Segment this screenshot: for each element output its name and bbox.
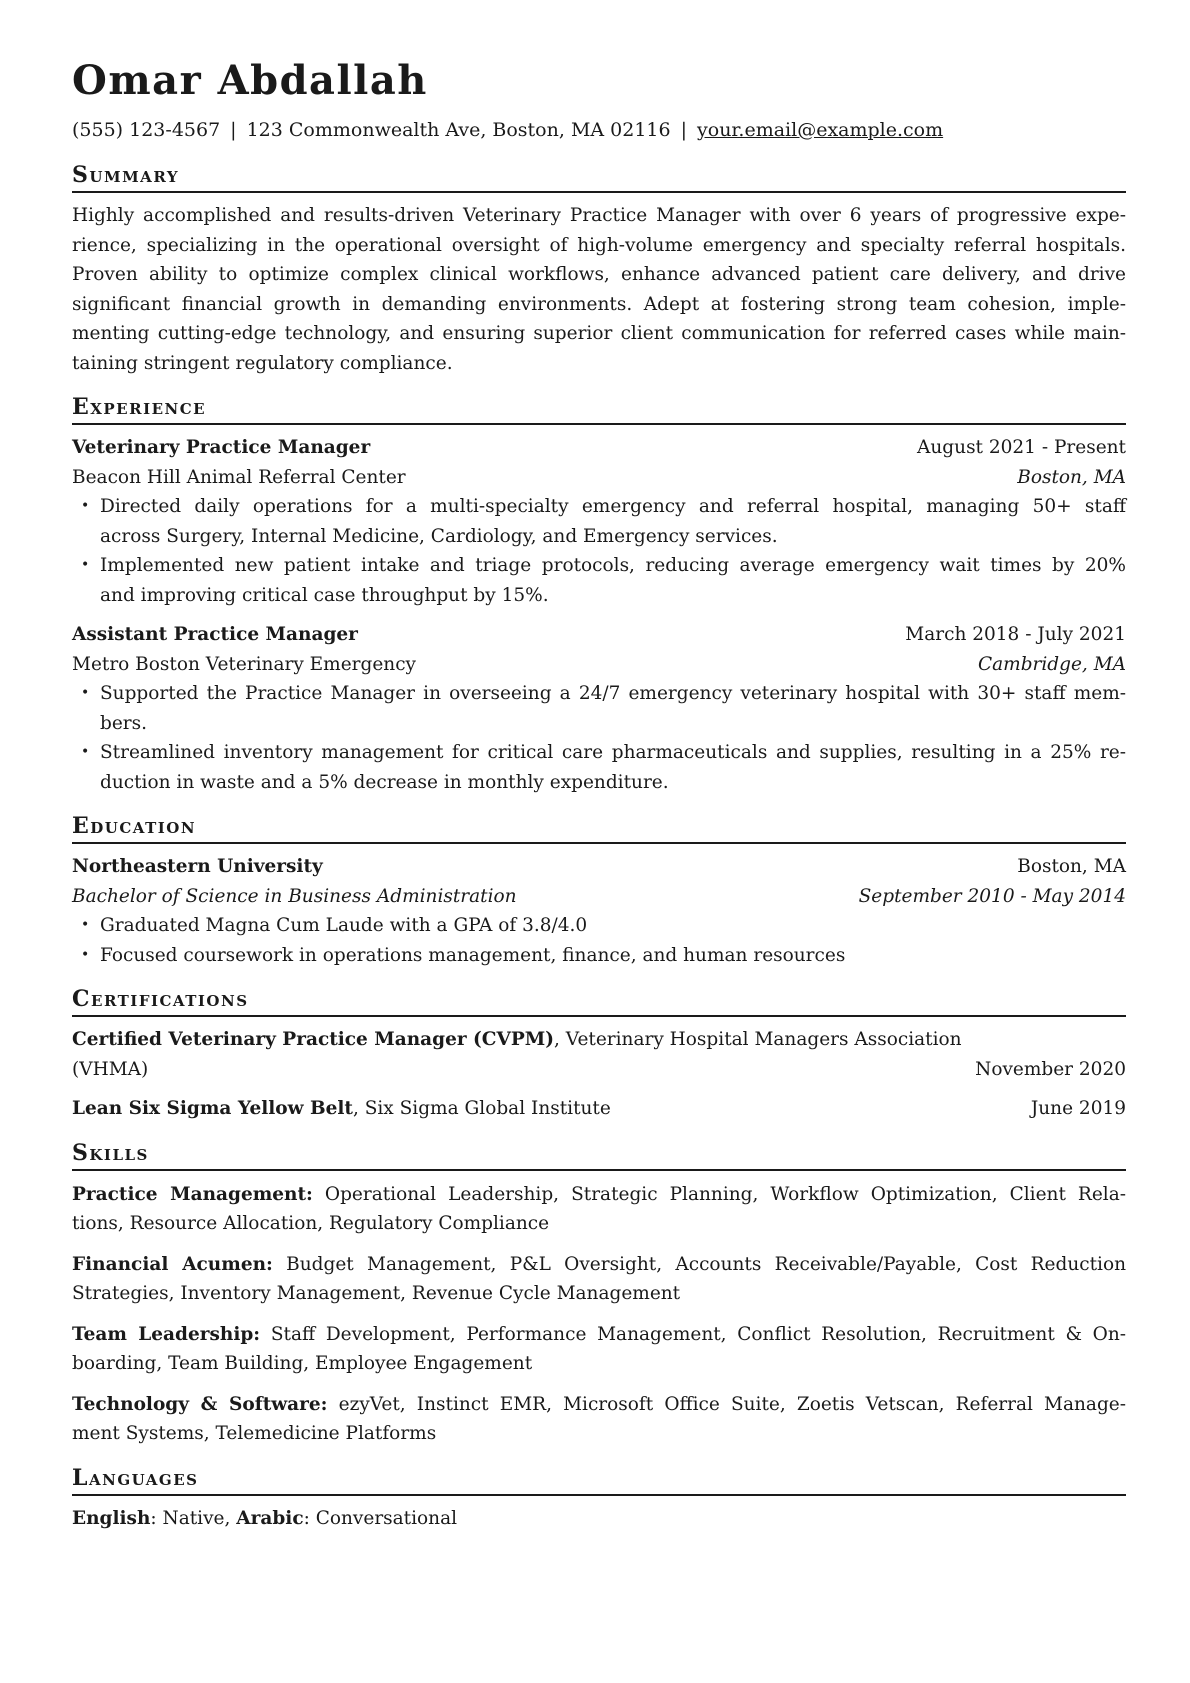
certification-entry xyxy=(72,1094,1126,1124)
bullet-icon: • xyxy=(81,685,90,701)
job-location: Cambridge, MA xyxy=(977,653,1126,675)
bullet-icon: • xyxy=(81,917,90,933)
summary-line: menting cutting-edge technology, and ensuring superior client communication for referred cases while main- xyxy=(72,323,1126,344)
list-item xyxy=(72,492,1126,551)
bullet-line: Directed daily operations for a multi-specialty emergency and referral hospital, managing 50+ staff xyxy=(100,496,1126,517)
summary-line: Proven ability to optimize complex clinical workflows, enhance advanced patient care delivery, and drive xyxy=(72,264,1126,285)
bullet-line: Implemented new patient intake and triage protocols, reducing average emergency wait times by 20% xyxy=(100,555,1126,576)
email-link[interactable]: your.email@example.com xyxy=(697,119,944,141)
language-level: : Conversational xyxy=(303,1507,458,1529)
certification-name: Lean Six Sigma Yellow Belt xyxy=(72,1098,353,1119)
list-item xyxy=(72,551,1126,610)
bullet-icon: • xyxy=(81,744,90,760)
skill-label: Financial Acumen: xyxy=(72,1253,273,1275)
section-title-languages: Languages xyxy=(72,1464,1126,1496)
address: 123 Commonwealth Ave, Boston, MA 02116 xyxy=(246,119,671,141)
skill-label: Practice Management: xyxy=(72,1183,313,1205)
bullet-line: across Surgery, Internal Medicine, Cardiology, and Emergency services. xyxy=(100,525,778,547)
job-title: Assistant Practice Manager xyxy=(72,624,358,645)
section-title-certifications: Certifications xyxy=(72,985,1126,1017)
certification-date: June 2019 xyxy=(1030,1098,1126,1119)
bullet-line: Focused coursework in operations management, finance, and human resources xyxy=(100,944,846,966)
education-dates: September 2010 - May 2014 xyxy=(858,885,1126,907)
certification-name: Certified Veterinary Practice Manager (CVPM) xyxy=(72,1029,555,1050)
certification-issuer: , Veterinary Hospital Managers Association xyxy=(554,1029,962,1050)
skill-list: Staff Development, Performance Management, Conflict Resolution, Recruitment & On- xyxy=(260,1323,1127,1345)
education-entry xyxy=(72,852,1126,970)
certification-issuer-abbr: (VHMA) xyxy=(72,1058,149,1080)
skill-list: Operational Leadership, Strategic Planning, Workflow Optimization, Client Rela- xyxy=(312,1183,1126,1205)
list-item xyxy=(72,941,1126,971)
job-bullets xyxy=(72,679,1126,797)
school-name: Northeastern University xyxy=(72,856,323,877)
contact-separator: | xyxy=(230,119,237,141)
contact-line xyxy=(72,117,1126,143)
skill-list: ment Systems, Telemedicine Platforms xyxy=(72,1423,437,1444)
summary-line: taining stringent regulatory compliance. xyxy=(72,352,453,374)
summary-text xyxy=(72,201,1126,378)
bullet-icon: • xyxy=(81,498,90,514)
resume-content xyxy=(72,58,1126,1533)
skill-list: Budget Management, P&L Oversight, Accounts Receivable/Payable, Cost Reduction xyxy=(272,1253,1126,1275)
language-level: : Native, xyxy=(150,1507,237,1529)
bullet-icon: • xyxy=(81,557,90,573)
education-bullets xyxy=(72,911,1126,970)
contact-separator: | xyxy=(680,119,688,141)
bullet-line: duction in waste and a 5% decrease in monthly expenditure. xyxy=(100,771,669,793)
list-item xyxy=(72,911,1126,941)
candidate-name: Omar Abdallah xyxy=(72,57,428,104)
summary-line: rience, specializing in the operational oversight of high-volume emergency and specialty referral hospitals. xyxy=(72,234,1126,256)
skill-label: Technology & Software: xyxy=(72,1393,328,1415)
bullet-line: bers. xyxy=(100,712,148,734)
skill-group xyxy=(72,1250,1126,1309)
certification-date: November 2020 xyxy=(975,1058,1126,1080)
certification-entry xyxy=(72,1025,1126,1084)
experience-entry xyxy=(72,620,1126,797)
summary-line: Highly accomplished and results-driven Veterinary Practice Manager with over 6 years of progressive expe- xyxy=(72,205,1126,226)
skill-list: ezyVet, Instinct EMR, Microsoft Office Suite, Zoetis Vetscan, Referral Manage- xyxy=(327,1393,1126,1415)
experience-entry xyxy=(72,433,1126,610)
job-title: Veterinary Practice Manager xyxy=(72,437,371,458)
skill-label: Team Leadership: xyxy=(72,1323,261,1345)
skill-list: tions, Resource Allocation, Regulatory Compliance xyxy=(72,1213,550,1234)
section-title-skills: Skills xyxy=(72,1139,1126,1171)
section-title-summary: Summary xyxy=(72,161,1126,193)
bullet-line: Supported the Practice Manager in overseeing a 24/7 emergency veterinary hospital with 30+ staff mem- xyxy=(100,683,1126,704)
languages-line xyxy=(72,1504,1126,1534)
skill-list: Strategies, Inventory Management, Revenue Cycle Management xyxy=(72,1283,681,1304)
company-name: Metro Boston Veterinary Emergency xyxy=(72,653,417,675)
bullet-icon: • xyxy=(81,946,90,963)
school-location: Boston, MA xyxy=(1017,856,1126,877)
job-location: Boston, MA xyxy=(1017,466,1126,488)
section-title-experience: Experience xyxy=(72,393,1126,425)
certification-issuer: , Six Sigma Global Institute xyxy=(352,1098,611,1119)
job-bullets xyxy=(72,492,1126,610)
skill-group xyxy=(72,1180,1126,1239)
skill-group xyxy=(72,1390,1126,1449)
degree-name: Bachelor of Science in Business Administration xyxy=(72,885,517,907)
section-title-education: Education xyxy=(72,812,1126,844)
job-dates: March 2018 - July 2021 xyxy=(905,624,1126,645)
list-item xyxy=(72,738,1126,797)
list-item xyxy=(72,679,1126,738)
skill-group xyxy=(72,1320,1126,1379)
language-name: Arabic xyxy=(236,1507,304,1529)
company-name: Beacon Hill Animal Referral Center xyxy=(72,466,406,488)
bullet-line: Streamlined inventory management for critical care pharmaceuticals and supplies, resulting in a 25% re- xyxy=(100,742,1126,763)
job-dates: August 2021 - Present xyxy=(917,437,1126,458)
phone-number: (555) 123-4567 xyxy=(72,119,221,141)
summary-line: significant financial growth in demanding environments. Adept at fostering strong team cohesion, imple- xyxy=(72,293,1126,315)
skill-list: boarding, Team Building, Employee Engagement xyxy=(72,1353,533,1374)
bullet-line: Graduated Magna Cum Laude with a GPA of 3.8/4.0 xyxy=(100,915,588,936)
language-name: English xyxy=(72,1507,151,1529)
bullet-line: and improving critical case throughput by 15%. xyxy=(100,584,549,606)
